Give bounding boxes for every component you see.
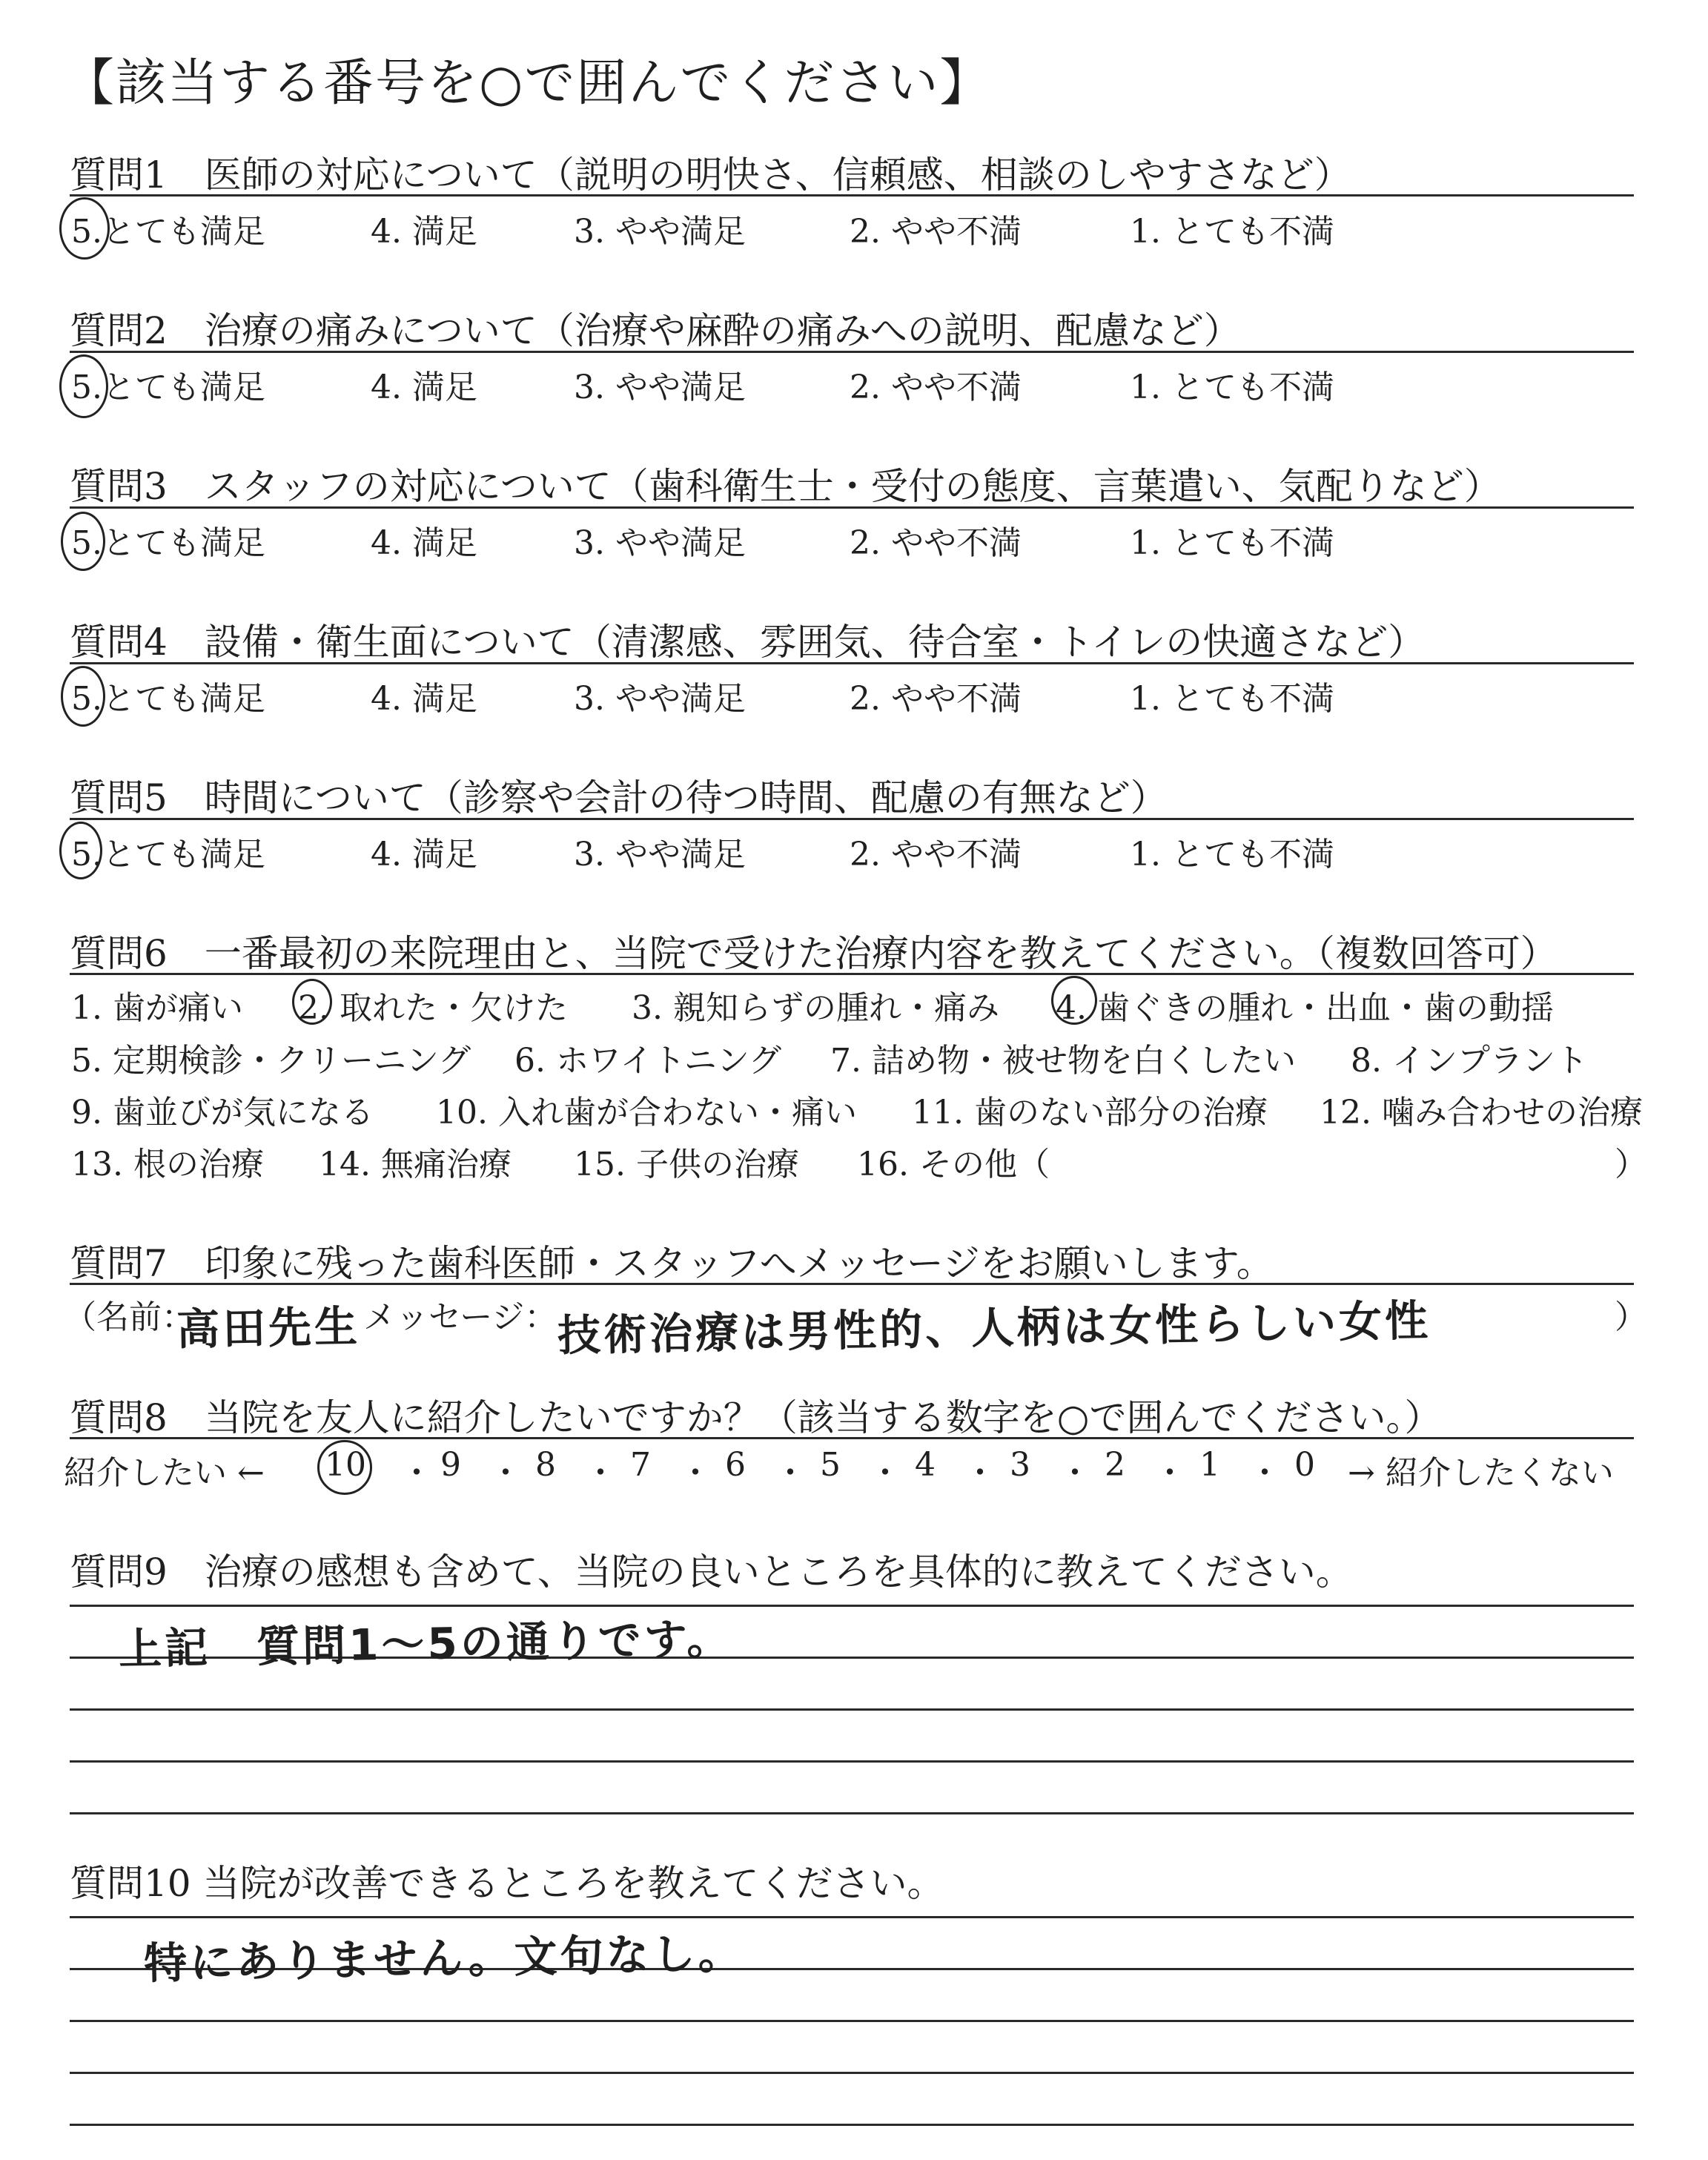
question-6-title: 質問6 一番最初の来院理由と、当院で受けた治療内容を教えてください。（複数回答可） (70, 932, 1558, 975)
q8-dot: ・ (1153, 1454, 1186, 1492)
q4-selected-circle (61, 666, 105, 727)
q6-option-10[interactable]: 10. 入れ歯が合わない・痛い (436, 1094, 857, 1132)
q3-option-2[interactable]: 2. やや不満 (850, 524, 1022, 562)
q10-answer-handwritten[interactable]: 特にありません。文句なし。 (143, 1927, 745, 1989)
q8-left-label: 紹介したい ← (64, 1454, 265, 1492)
question-10-title: 質問10 当院が改善できるところを教えてください。 (70, 1862, 944, 1905)
q8-dot: ・ (1248, 1454, 1281, 1492)
q8-scale-2[interactable]: 2 (1105, 1446, 1125, 1484)
q6-option-2-circle (292, 979, 332, 1025)
q8-dot: ・ (964, 1454, 996, 1492)
q9-answer-handwritten[interactable]: 上記 質問1～5の通りです。 (118, 1613, 733, 1675)
q10-line-3 (70, 2020, 1634, 2022)
q8-scale-9[interactable]: 9 (440, 1446, 461, 1484)
q8-scale-4[interactable]: 4 (915, 1446, 936, 1484)
q6-option-15[interactable]: 15. 子供の治療 (574, 1146, 799, 1183)
q8-scale-5[interactable]: 5 (820, 1446, 841, 1484)
q6-option-5[interactable]: 5. 定期検診・クリーニング (71, 1042, 471, 1080)
q2-option-5[interactable]: 5.とても満足 (71, 369, 265, 406)
q6-option-4-circle (1051, 976, 1097, 1025)
q1-option-3[interactable]: 3. やや満足 (574, 213, 746, 251)
q8-dot: ・ (489, 1454, 522, 1492)
q1-selected-circle (59, 197, 110, 260)
q1-option-4[interactable]: 4. 満足 (371, 213, 477, 251)
q3-selected-circle (61, 512, 105, 571)
question-2-rule (70, 351, 1634, 353)
q6-option-16-close: ） (1615, 1146, 1647, 1183)
q7-message-label: メッセージ： (363, 1298, 557, 1336)
q6-option-1[interactable]: 1. 歯が痛い (71, 989, 243, 1027)
q4-option-2[interactable]: 2. やや不満 (850, 680, 1022, 718)
question-4-title: 質問4 設備・衛生面について（清潔感、雰囲気、待合室・トイレの快適さなど） (70, 621, 1426, 664)
question-9-title: 質問9 治療の感想も含めて、当院の良いところを具体的に教えてください。 (70, 1550, 1353, 1593)
q2-option-4[interactable]: 4. 満足 (371, 369, 477, 406)
q8-scale-8[interactable]: 8 (535, 1446, 556, 1484)
q7-close-paren: ） (1615, 1298, 1647, 1336)
q8-scale-3[interactable]: 3 (1010, 1446, 1030, 1484)
q5-selected-circle (59, 822, 102, 879)
q1-option-1[interactable]: 1. とても不満 (1130, 213, 1334, 251)
question-1-rule (70, 194, 1634, 196)
q6-option-2[interactable]: 2. 取れた・欠けた (298, 989, 568, 1027)
q8-right-label: → 紹介したくない (1348, 1454, 1614, 1492)
q8-scale-7[interactable]: 7 (630, 1446, 651, 1484)
q3-option-1[interactable]: 1. とても不満 (1130, 524, 1334, 562)
q10-line-4 (70, 2072, 1634, 2074)
question-8-title: 質問8 当院を友人に紹介したいですか？（該当する数字を○で囲んでください。） (70, 1396, 1442, 1439)
question-6-rule (70, 973, 1634, 975)
q6-option-8[interactable]: 8. インプラント (1351, 1042, 1588, 1080)
q8-dot: ・ (1059, 1454, 1091, 1492)
question-7-rule (70, 1283, 1634, 1285)
q6-option-4[interactable]: 4. 歯ぐきの腫れ・出血・歯の動揺 (1056, 989, 1554, 1027)
q6-option-11[interactable]: 11. 歯のない部分の治療 (912, 1094, 1268, 1132)
q9-line-4 (70, 1760, 1634, 1763)
question-8-rule (70, 1437, 1634, 1439)
q8-dot: ・ (774, 1454, 807, 1492)
q5-option-5[interactable]: 5.とても満足 (71, 836, 265, 873)
q3-option-4[interactable]: 4. 満足 (371, 524, 477, 562)
q6-option-16[interactable]: 16. その他（ (857, 1146, 1050, 1183)
q2-selected-circle (59, 354, 108, 418)
q8-dot: ・ (400, 1454, 433, 1492)
q6-option-6[interactable]: 6. ホワイトニング (514, 1042, 782, 1080)
q4-option-1[interactable]: 1. とても不満 (1130, 680, 1334, 718)
q5-option-2[interactable]: 2. やや不満 (850, 836, 1022, 873)
q8-scale-0[interactable]: 0 (1294, 1446, 1315, 1484)
question-2-title: 質問2 治療の痛みについて（治療や麻酔の痛みへの説明、配慮など） (70, 309, 1241, 352)
question-4-rule (70, 662, 1634, 664)
q6-option-12[interactable]: 12. 噛み合わせの治療 (1320, 1094, 1643, 1132)
q5-option-4[interactable]: 4. 満足 (371, 836, 477, 873)
q6-option-9[interactable]: 9. 歯並びが気になる (71, 1094, 374, 1132)
q1-option-5[interactable]: 5.とても満足 (71, 213, 265, 251)
q8-dot: ・ (869, 1454, 901, 1492)
q9-line-5 (70, 1812, 1634, 1814)
q8-scale-10[interactable]: 10 (325, 1446, 366, 1484)
q8-dot: ・ (679, 1454, 712, 1492)
q9-line-3 (70, 1708, 1634, 1711)
q9-line-1 (70, 1605, 1634, 1607)
q8-scale-1[interactable]: 1 (1199, 1446, 1220, 1484)
question-3-rule (70, 506, 1634, 509)
q3-option-5[interactable]: 5.とても満足 (71, 524, 265, 562)
q5-option-3[interactable]: 3. やや満足 (574, 836, 746, 873)
q8-dot: ・ (584, 1454, 617, 1492)
q7-name-handwritten[interactable]: 高田先生 (176, 1301, 361, 1355)
q4-option-5[interactable]: 5.とても満足 (71, 680, 265, 718)
question-7-title: 質問7 印象に残った歯科医師・スタッフへメッセージをお願いします。 (70, 1242, 1274, 1285)
q6-option-7[interactable]: 7. 詰め物・被せ物を白くしたい (830, 1042, 1296, 1080)
q10-line-5 (70, 2124, 1634, 2126)
q7-name-label: （名前： (64, 1298, 194, 1336)
q4-option-4[interactable]: 4. 満足 (371, 680, 477, 718)
form-header: 【該当する番号を○で囲んでください】 (64, 54, 992, 113)
q8-selected-circle (317, 1440, 372, 1495)
q4-option-3[interactable]: 3. やや満足 (574, 680, 746, 718)
q1-option-2[interactable]: 2. やや不満 (850, 213, 1022, 251)
question-1-title: 質問1 医師の対応について（説明の明快さ、信頼感、相談のしやすさなど） (70, 153, 1351, 196)
q6-option-14[interactable]: 14. 無痛治療 (319, 1146, 512, 1183)
q6-option-13[interactable]: 13. 根の治療 (71, 1146, 264, 1183)
q7-message-handwritten[interactable]: 技術治療は男性的、人柄は女性らしい女性 (557, 1295, 1431, 1361)
q6-option-3[interactable]: 3. 親知らずの腫れ・痛み (632, 989, 999, 1027)
q3-option-3[interactable]: 3. やや満足 (574, 524, 746, 562)
q2-option-1[interactable]: 1. とても不満 (1130, 369, 1334, 406)
question-5-title: 質問5 時間について（診察や会計の待つ時間、配慮の有無など） (70, 776, 1168, 819)
q5-option-1[interactable]: 1. とても不満 (1130, 836, 1334, 873)
question-3-title: 質問3 スタッフの対応について（歯科衛生士・受付の態度、言葉遣い、気配りなど） (70, 465, 1501, 508)
question-5-rule (70, 818, 1634, 820)
q10-line-1 (70, 1916, 1634, 1918)
q2-option-2[interactable]: 2. やや不満 (850, 369, 1022, 406)
q8-scale-6[interactable]: 6 (725, 1446, 746, 1484)
q2-option-3[interactable]: 3. やや満足 (574, 369, 746, 406)
